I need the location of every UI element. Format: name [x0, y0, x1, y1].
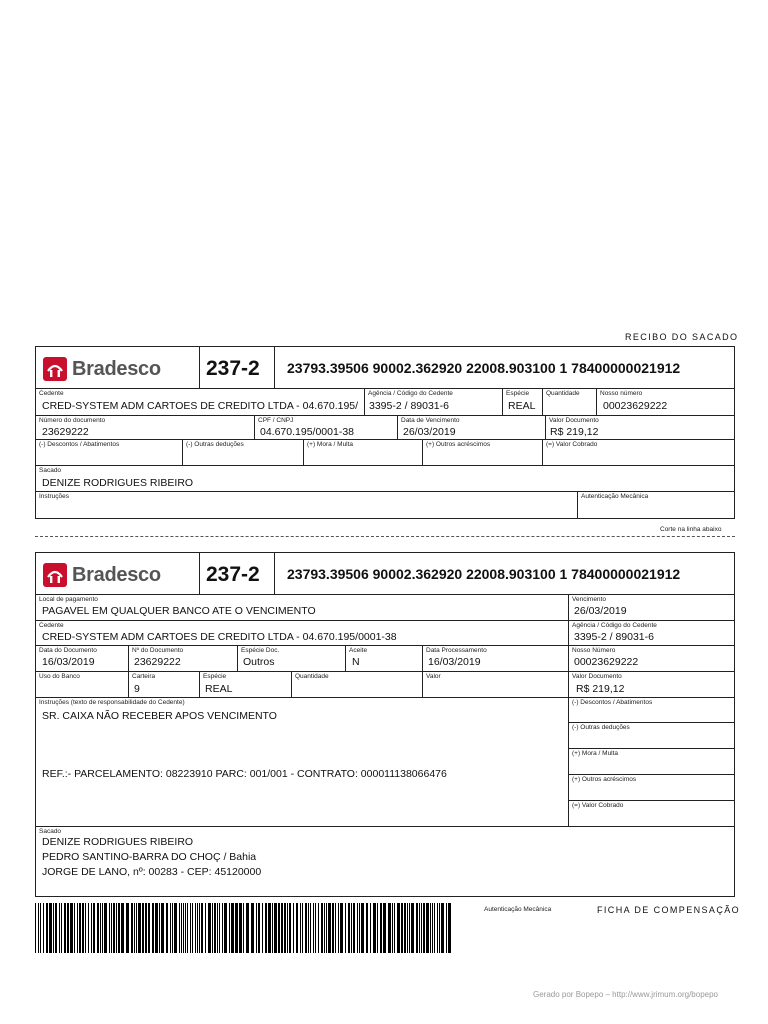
label-num-documento: Nº do Documento: [132, 647, 184, 654]
label-uso-banco: Uso do Banco: [39, 673, 80, 680]
bank-name: Bradesco: [72, 357, 161, 380]
value-agencia: 3395-2 / 89031-6: [574, 631, 654, 643]
label-autenticacao: Autenticação Mecânica: [484, 906, 552, 913]
label-quantidade: Quantidade: [546, 390, 580, 397]
value-especie: REAL: [508, 400, 536, 412]
value-vencimento: 26/03/2019: [574, 605, 627, 617]
value-agencia: 3395-2 / 89031-6: [369, 400, 449, 412]
value-cpf-cnpj: 04.670.195/0001-38: [260, 426, 355, 438]
value-sacado-cidade: JORGE DE LANO, nº: 00283 - CEP: 45120000: [42, 866, 262, 878]
value-cedente: CRED-SYSTEM ADM CARTOES DE CREDITO LTDA - 04.670.195/: [42, 400, 359, 412]
bradesco-logo: [43, 563, 161, 587]
label-sacado: Sacado: [39, 467, 62, 474]
bank-code: 237-2: [206, 563, 260, 586]
label-cedente: Cedente: [39, 390, 64, 397]
label-agencia: Agência / Código do Cedente: [368, 390, 453, 397]
label-mora: (+) Mora / Multa: [307, 441, 354, 448]
linha-digitavel: 23793.39506 90002.362920 22008.903100 1 78400000021912: [287, 360, 681, 376]
value-aceite: N: [352, 656, 360, 668]
label-especie: Espécie: [506, 390, 530, 397]
label-data-processamento: Data Processamento: [426, 647, 487, 654]
label-vencimento: Data de Vencimento: [401, 417, 460, 424]
bank-code: 237-2: [206, 357, 260, 380]
label-quantidade: Quantidade: [295, 673, 329, 680]
cut-line-label: Corte na linha abaixo: [660, 526, 722, 533]
value-data-documento: 16/03/2019: [42, 656, 95, 668]
value-cedente: CRED-SYSTEM ADM CARTOES DE CREDITO LTDA - 04.670.195/0001-38: [42, 631, 397, 643]
bank-name: Bradesco: [72, 563, 161, 586]
label-agencia: Agência / Código do Cedente: [572, 622, 657, 629]
footer-credit: Gerado por Bopepo – http://www.jrimum.org/bopepo: [533, 990, 718, 999]
label-descontos: (-) Descontos / Abatimentos: [39, 441, 120, 448]
label-outros-acrescimos: (+) Outros acréscimos: [426, 441, 491, 448]
label-local-pagamento: Local de pagamento: [39, 596, 98, 603]
value-sacado: DENIZE RODRIGUES RIBEIRO: [42, 477, 194, 489]
value-especie-doc: Outros: [243, 656, 275, 668]
label-valor-cobrado: (=) Valor Cobrado: [546, 441, 598, 448]
label-nosso-numero: Nosso Número: [572, 647, 616, 654]
value-numero-documento: 23629222: [42, 426, 89, 438]
label-instrucoes: Instruções (texto de responsabilidade do Cedente): [39, 699, 185, 706]
label-cedente: Cedente: [39, 622, 64, 629]
label-valor: Valor: [426, 673, 441, 680]
label-descontos: (-) Descontos / Abatimentos: [572, 699, 653, 706]
label-instrucoes: Instruções: [39, 493, 69, 500]
value-local-pagamento: PAGAVEL EM QUALQUER BANCO ATE O VENCIMENTO: [42, 605, 316, 617]
label-numero-documento: Número do documento: [39, 417, 106, 424]
value-num-documento: 23629222: [134, 656, 181, 668]
label-vencimento: Vencimento: [572, 596, 606, 603]
label-valor-documento: Valor Documento: [572, 673, 622, 680]
label-carteira: Carteira: [132, 673, 156, 680]
label-sacado: Sacado: [39, 828, 62, 835]
value-valor-documento: R$ 219,12: [550, 426, 599, 438]
label-outros-acrescimos: (+) Outros acréscimos: [572, 776, 637, 783]
value-data-processamento: 16/03/2019: [428, 656, 481, 668]
value-sacado-endereco: PEDRO SANTINO-BARRA DO CHOÇ / Bahia: [42, 851, 257, 863]
bradesco-logo-icon: [43, 563, 67, 587]
bradesco-logo-icon: [43, 357, 67, 381]
label-outras-deducoes: (-) Outras deduções: [186, 441, 244, 448]
barcode: [35, 903, 455, 953]
label-cpf-cnpj: CPF / CNPJ: [258, 417, 294, 424]
label-valor-cobrado: (=) Valor Cobrado: [572, 802, 624, 809]
value-valor-documento: R$ 219,12: [576, 683, 625, 695]
label-especie-doc: Espécie Doc.: [241, 647, 280, 654]
value-sacado-nome: DENIZE RODRIGUES RIBEIRO: [42, 836, 194, 848]
label-data-documento: Data do Documento: [39, 647, 97, 654]
label-nosso-numero: Nosso número: [600, 390, 643, 397]
label-mora: (+) Mora / Multa: [572, 750, 619, 757]
linha-digitavel: 23793.39506 90002.362920 22008.903100 1 78400000021912: [287, 566, 681, 582]
label-aceite: Aceite: [349, 647, 368, 654]
value-vencimento: 26/03/2019: [403, 426, 456, 438]
value-nosso-numero: 00023629222: [574, 656, 639, 668]
recibo-section-title: RECIBO DO SACADO: [625, 332, 739, 342]
label-autenticacao: Autenticação Mecânica: [581, 493, 649, 500]
cut-line: [35, 536, 735, 537]
bradesco-logo: [43, 357, 161, 381]
label-valor-documento: Valor Documento: [549, 417, 599, 424]
value-carteira: 9: [134, 683, 140, 695]
value-especie: REAL: [205, 683, 233, 695]
ficha-section-title: FICHA DE COMPENSAÇÃO: [597, 905, 741, 915]
value-nosso-numero: 00023629222: [603, 400, 668, 412]
value-instrucao-2: REF.:- PARCELAMENTO: 08223910 PARC: 001/001 - CONTRATO: 000011138066476: [42, 768, 447, 780]
label-outras-deducoes: (-) Outras deduções: [572, 724, 630, 731]
label-especie: Espécie: [203, 673, 227, 680]
value-instrucao-1: SR. CAIXA NÃO RECEBER APOS VENCIMENTO: [42, 710, 277, 722]
